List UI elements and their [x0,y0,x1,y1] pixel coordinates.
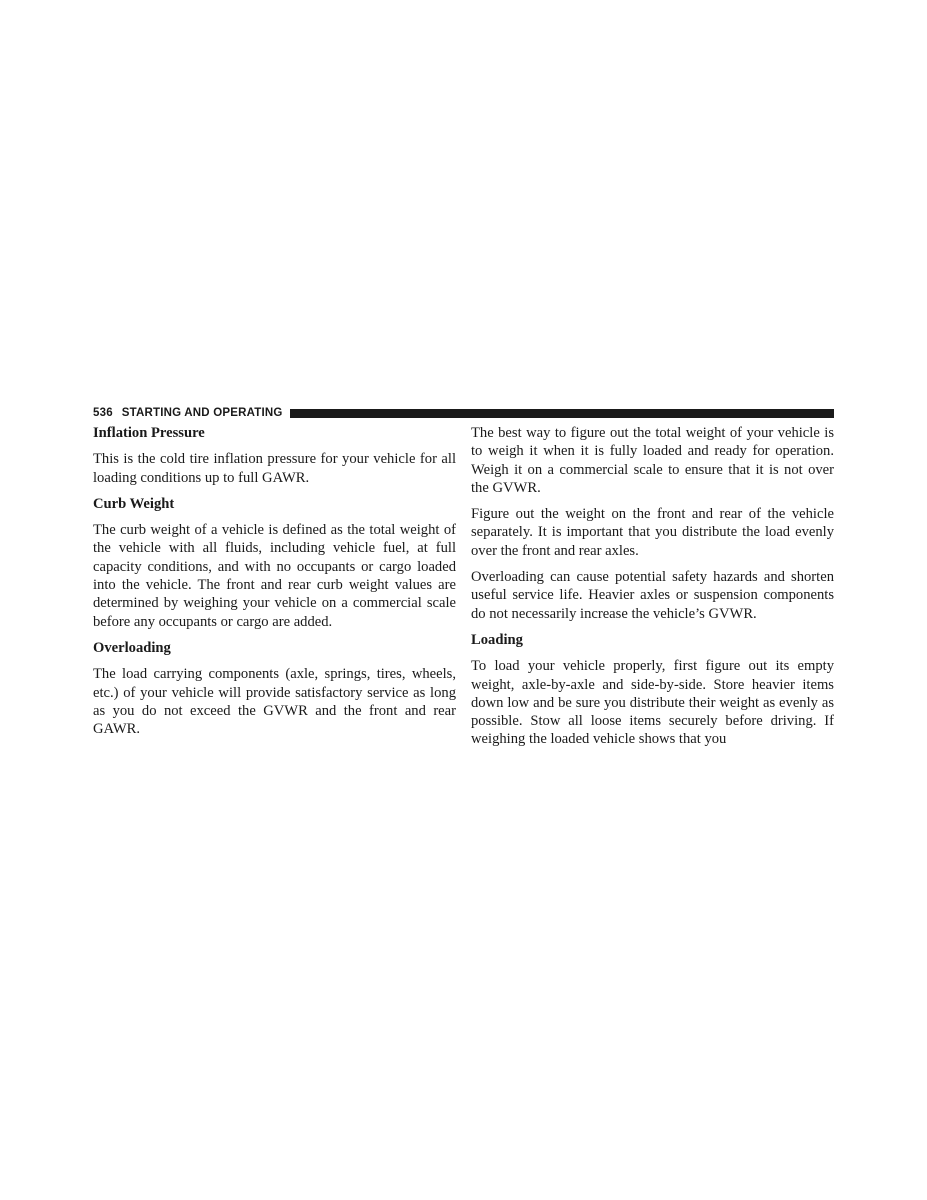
section-title: STARTING AND OPERATING [121,407,283,419]
right-column [471,424,834,757]
paragraph-front-rear-weight: Figure out the weight on the front and rear of the vehicle separately. It is important that you distribute the load evenly over the front and rear axles. [471,506,834,559]
paragraph-curb-weight: The curb weight of a vehicle is defined as the total weight of the vehicle with all fluids, including vehicle fuel, at full capacity conditions, and with no occupants or cargo loaded into the vehicle. The front and rear curb weight values are determined by weighing your vehicle on a commercial scale before any occupants or cargo are added. [93,522,456,630]
left-column [93,424,456,746]
heading-inflation-pressure: Inflation Pressure [93,425,205,441]
paragraph-overloading-hazards: Overloading can cause potential safety hazards and shorten useful service life. Heavier axles or suspension components do not necessarily increase the vehicle’s GVWR. [471,569,834,622]
paragraph-loading: To load your vehicle properly, first figure out its empty weight, axle-by-axle and side-by-side. Store heavier items down low and be sure you distribute their weight as evenly as possible. Stow all loose items securely before driving. If weighing the loaded vehicle shows that you [471,658,834,748]
heading-curb-weight: Curb Weight [93,495,175,512]
paragraph-inflation-pressure: This is the cold tire inflation pressure for your vehicle for all loading conditions up to full GAWR. [93,451,456,486]
heading-overloading: Overloading [93,639,171,656]
header-rule [290,409,834,418]
page-number: 536 [93,407,113,419]
page-header [93,406,834,420]
heading-loading: Loading [471,631,523,648]
paragraph-total-weight: The best way to figure out the total weight of your vehicle is to weigh it when it is fully loaded and ready for operation. Weigh it on a commercial scale to ensure that it is not over the GVWR. [471,425,834,496]
paragraph-overloading: The load carrying components (axle, springs, tires, wheels, etc.) of your vehicle will provide satisfactory service as long as you do not exceed the GVWR and the front and rear GAWR. [93,666,456,738]
